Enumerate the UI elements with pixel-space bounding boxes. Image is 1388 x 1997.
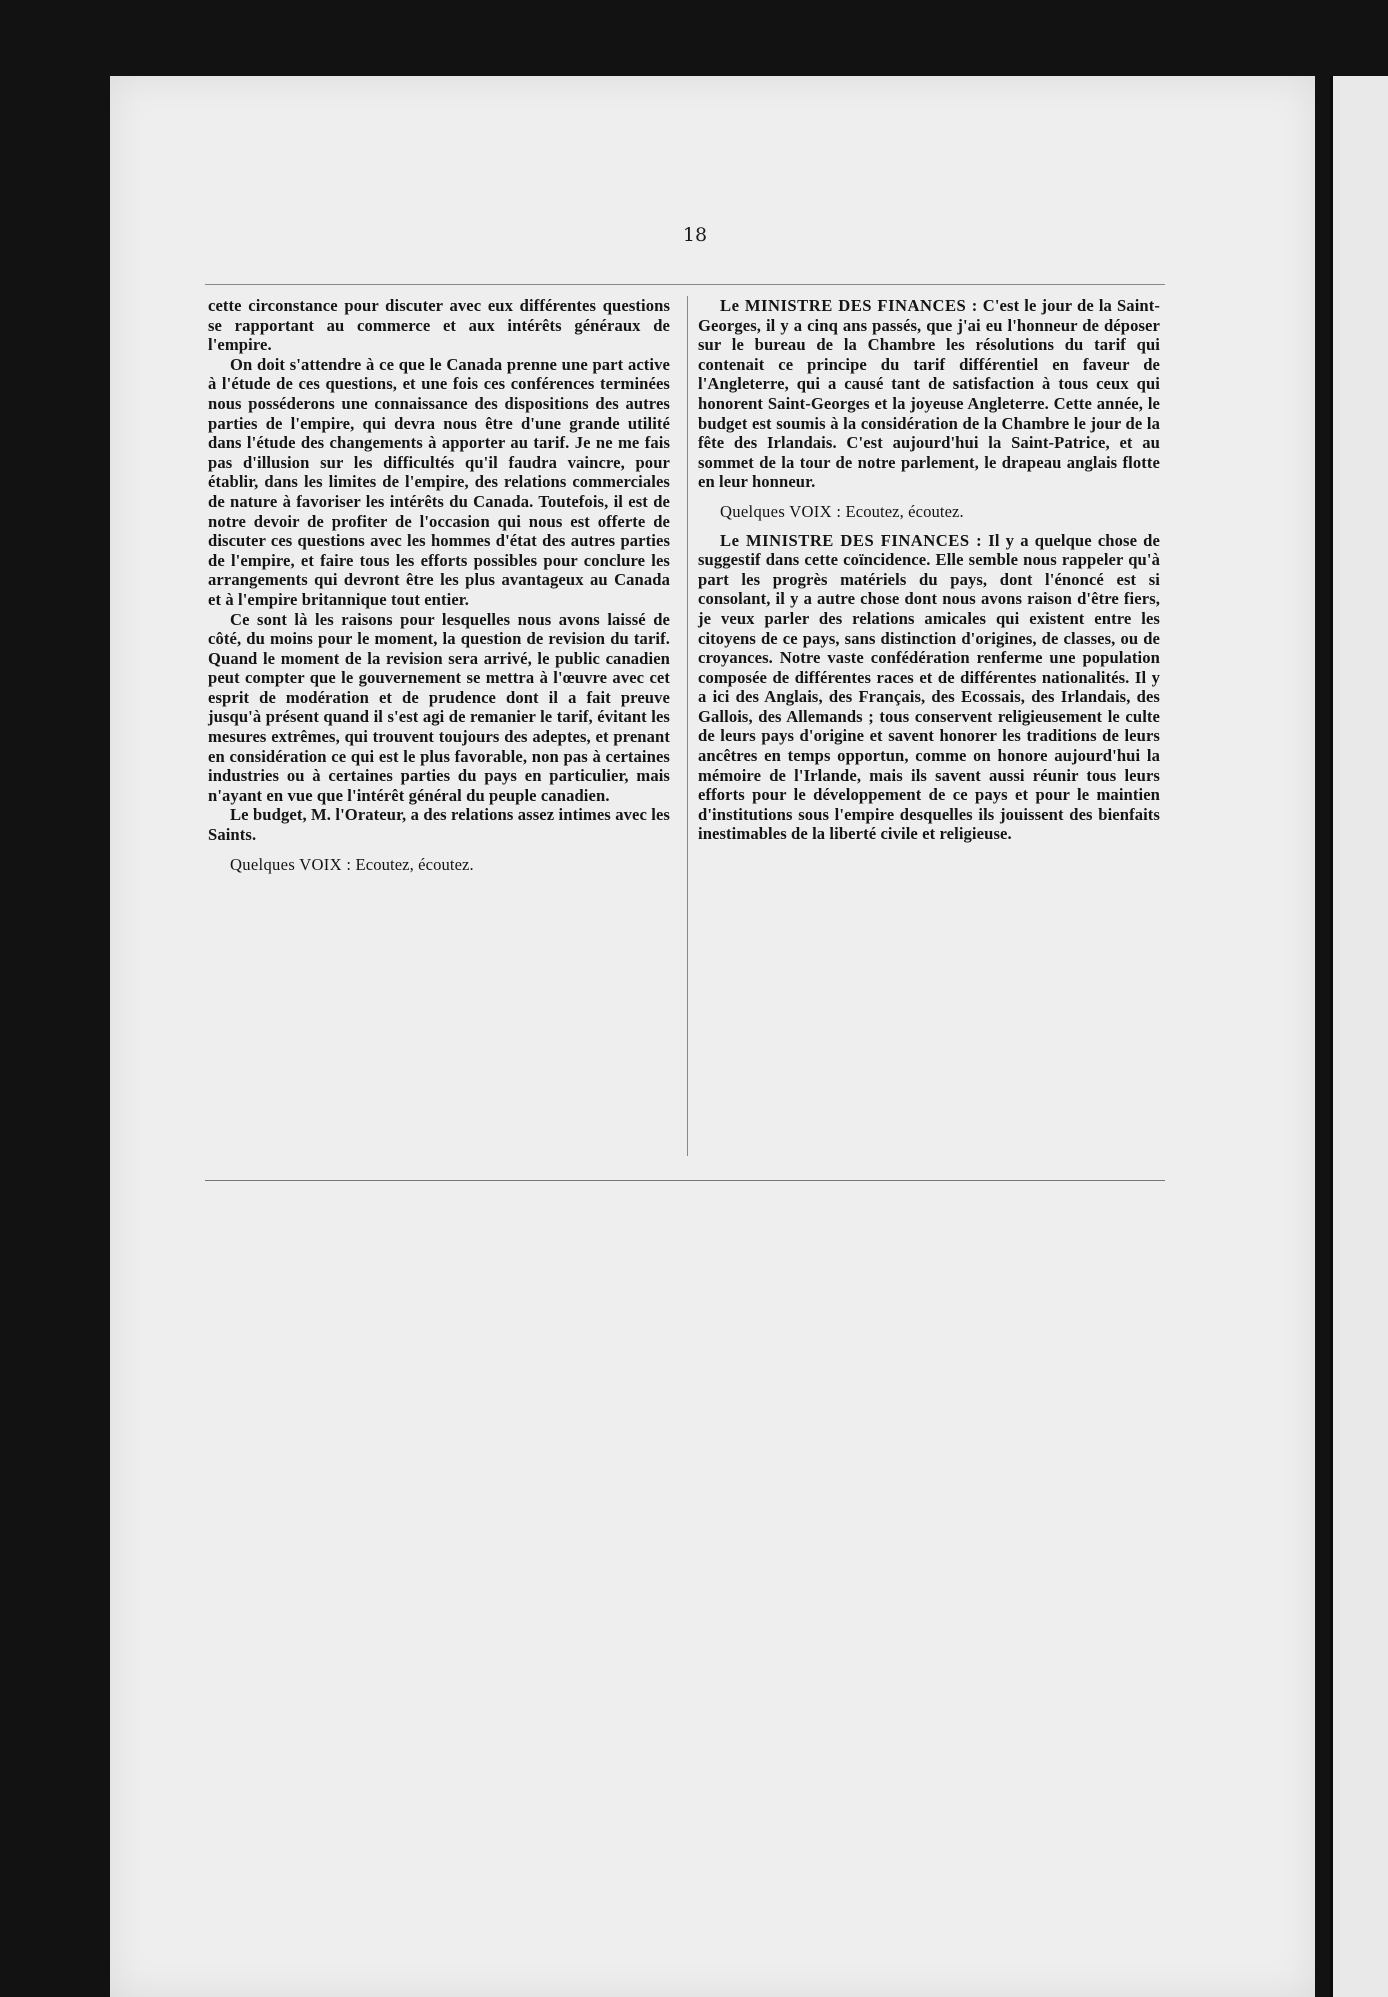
left-paragraph-4: Le budget, M. l'Orateur, a des relations assez intimes avec les Saints. bbox=[208, 805, 670, 845]
adjacent-page-edge bbox=[1330, 76, 1388, 1997]
speaker-label: Le MINISTRE DES FINANCES : bbox=[720, 530, 983, 550]
right-interjection bbox=[698, 502, 1160, 522]
interjection-text: Ecoutez, écoutez. bbox=[355, 854, 474, 874]
bottom-rule bbox=[205, 1180, 1165, 1181]
interjection-speaker: Quelques VOIX : bbox=[230, 854, 352, 874]
left-interjection bbox=[208, 855, 670, 875]
interjection-speaker: Quelques VOIX : bbox=[720, 501, 842, 521]
page-number: 18 bbox=[682, 224, 708, 246]
right-paragraph-1 bbox=[698, 296, 1160, 492]
right-paragraph-2-text: Il y a quelque chose de suggestif dans cette coïncidence. Elle semble nous rappeler qu'à part les progrès matériels du pays, dont l'énoncé est si consolant, il y a autre chose dont nous avons raison d'être fiers, je veux parler des relations amicales qui existent entre les citoyens de ce pays, sans distinction d'origines, de classes, ou de croyances. Notre vaste confédération renferme une population composée de différentes races et de différentes nationalités. Il y a ici des Anglais, des Français, des Ecossais, des Irlandais, des Gallois, des Allemands ; tous conservent religieusement le culte de leurs pays d'origine et savent honorer les traditions de leurs ancêtres en temps opportun, comme on honore aujourd'hui la mémoire de l'Irlande, mais ils savent aussi réunir tous leurs efforts pour le développement de ce pays et pour le maintien d'institutions sous l'empire desquelles ils jouissent des bienfaits inestimables de la liberté civile et religieuse. bbox=[698, 530, 1160, 844]
speaker-label: Le MINISTRE DES FINANCES : bbox=[720, 296, 978, 315]
left-paragraph-1: cette circonstance pour discuter avec eux différentes questions se rapportant au commerce et aux intérêts généraux de l'empire. bbox=[208, 296, 670, 355]
column-divider bbox=[687, 296, 688, 1156]
right-paragraph-2 bbox=[698, 531, 1160, 845]
left-paragraph-2: On doit s'attendre à ce que le Canada prenne une part active à l'étude de ces questions, et une fois ces conférences terminées nous posséderons une connaissance des dispositions des autres parties de l'empire, qui devra nous être d'une grande utilité dans l'étude des changements à apporter au tarif. Je ne me fais pas d'illusion sur les difficultés qu'il faudra vaincre, pour établir, dans les limites de l'empire, des relations commerciales de nature à favoriser les intérêts du Canada. Toutefois, il est de notre devoir de profiter de l'occasion qui nous est offerte de discuter ces questions avec les hommes d'état des autres parties de l'empire, et faire tous les efforts possibles pour conclure les arrangements qui devront être les plus avantageux au Canada et à l'empire britannique tout entier. bbox=[208, 354, 670, 609]
left-paragraph-3: Ce sont là les raisons pour lesquelles nous avons laissé de côté, du moins pour le moment, la question de revision du tarif. Quand le moment de la revision sera arrivé, le public canadien peut compter que le gouvernement se mettra à l'œuvre avec cet esprit de modération et de prudence dont il a fait preuve jusqu'à présent quand il s'est agi de remanier le tarif, évitant les mesures extrêmes, qui trouvent toujours des adeptes, et prenant en considération ce qui est le plus favorable, non pas à certaines industries ou à certaines parties du pays en particulier, mais n'ayant en vue que l'intérêt général du peuple canadien. bbox=[208, 609, 670, 805]
right-column bbox=[698, 296, 1160, 844]
left-column bbox=[208, 296, 670, 874]
interjection-text: Ecoutez, écoutez. bbox=[845, 501, 964, 521]
top-rule bbox=[205, 284, 1165, 285]
right-paragraph-1-text: C'est le jour de la Saint-Georges, il y a cinq ans passés, que j'ai eu l'honneur de déposer sur le bureau de la Chambre les résolutions du tarif qui contenait ce principe du tarif différentiel en faveur de l'Angleterre, qui a causé tant de satisfaction à tous ceux qui honorent Saint-Georges et la joyeuse Angleterre. Cette année, le budget est soumis à la considération de la Chambre le jour de la fête des Irlandais. C'est aujourd'hui la Saint-Patrice, et au sommet de la tour de notre parlement, le drapeau anglais flotte en leur honneur. bbox=[698, 296, 1160, 492]
